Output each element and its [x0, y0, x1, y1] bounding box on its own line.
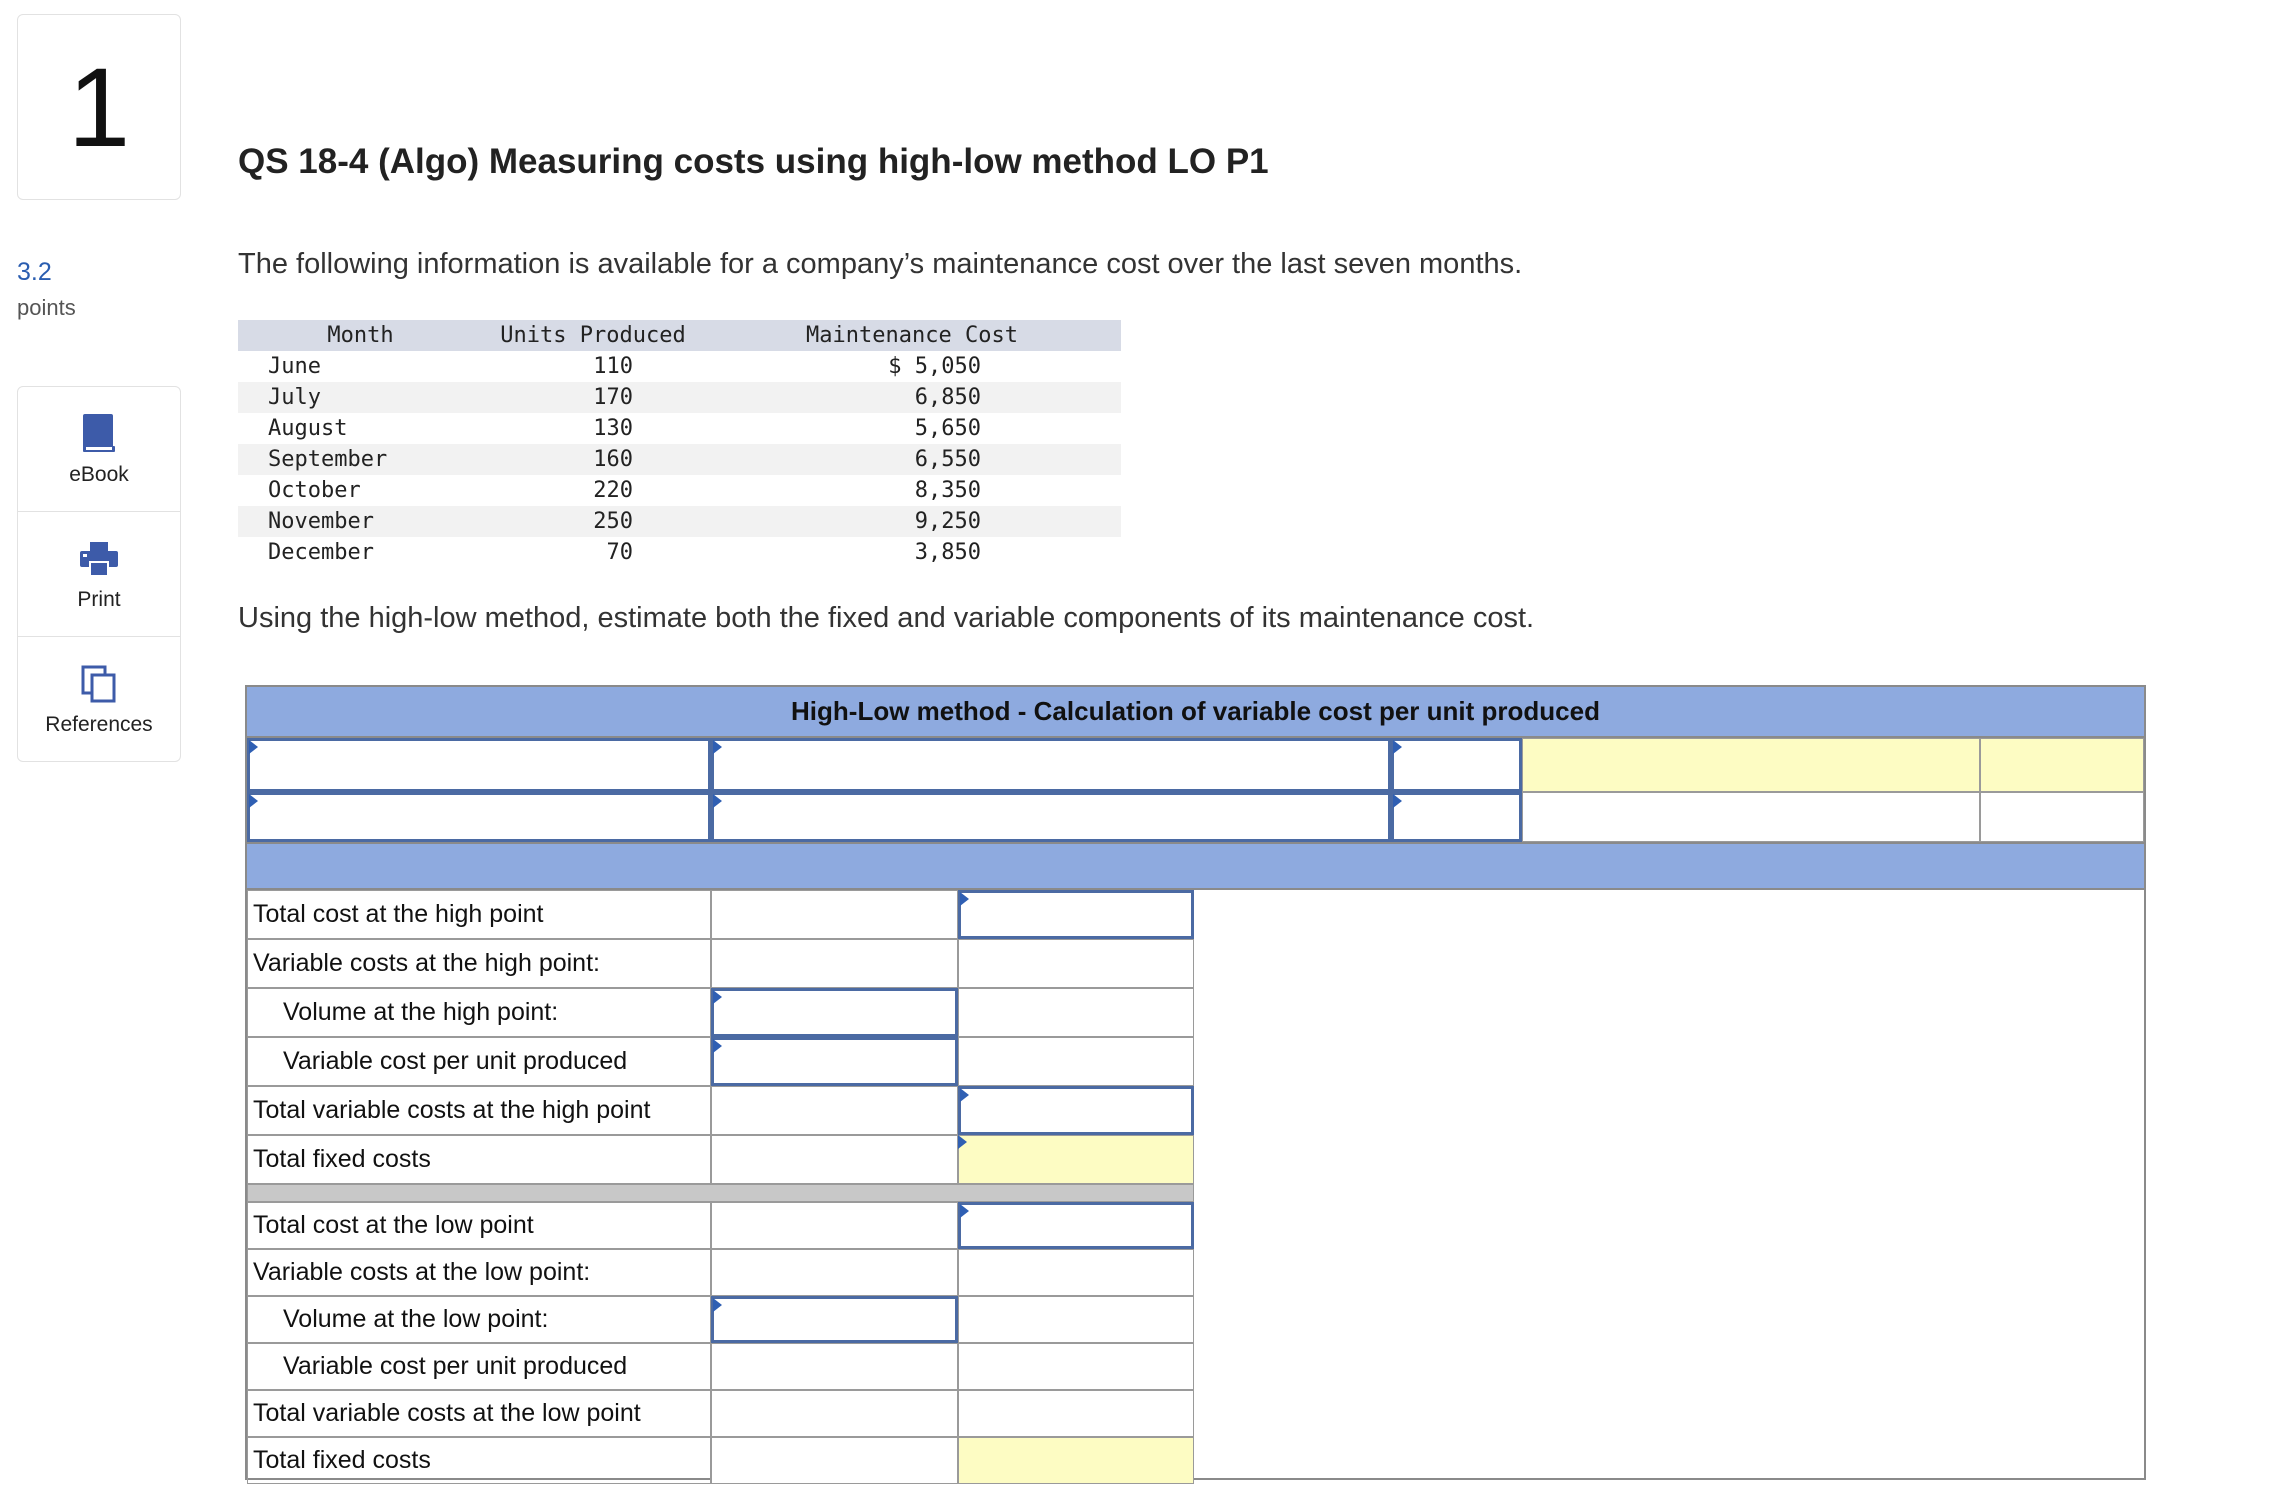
data-table-header	[238, 320, 1121, 351]
units-cell: 250	[483, 506, 703, 537]
table-row	[238, 351, 1121, 382]
worksheet-formula-row	[247, 738, 2144, 792]
answer-input[interactable]	[958, 1086, 1194, 1135]
cost-cell: $ 5,050	[888, 354, 981, 379]
cost-cell: 8,350	[914, 478, 981, 503]
month-cell: August	[268, 416, 348, 441]
ebook-label: eBook	[69, 463, 129, 486]
calc-label: Total fixed costs	[247, 1135, 711, 1184]
calc-label: Variable cost per unit produced	[247, 1037, 711, 1086]
copy-icon	[81, 661, 117, 703]
print-label: Print	[77, 588, 121, 611]
question-number: 1	[17, 14, 181, 200]
calc-row	[247, 1249, 1194, 1296]
print-button[interactable]	[18, 512, 180, 637]
calc-label: Total fixed costs	[247, 1437, 711, 1484]
calc-cell	[711, 1390, 958, 1437]
table-row	[238, 382, 1121, 413]
worksheet-header: High-Low method - Calculation of variable cost per unit produced	[247, 687, 2144, 738]
printer-icon	[79, 536, 119, 578]
answer-input[interactable]	[711, 1037, 958, 1086]
calc-row	[247, 1390, 1194, 1437]
month-cell: June	[268, 354, 321, 379]
formula-input[interactable]	[711, 738, 1391, 792]
worksheet-formula-row	[247, 792, 2144, 842]
calc-row	[247, 1086, 1194, 1135]
calc-label: Volume at the high point:	[247, 988, 711, 1037]
month-cell: November	[238, 506, 483, 537]
formula-input[interactable]	[247, 792, 711, 842]
question-instruction: Using the high-low method, estimate both the fixed and variable components of its maintenance cost.	[238, 602, 1535, 634]
calc-cell	[958, 988, 1194, 1037]
cost-cell: 5,650	[914, 416, 981, 441]
cost-cell: 9,250	[703, 506, 1121, 537]
calc-label: Variable cost per unit produced	[247, 1343, 711, 1390]
result-cell	[958, 1437, 1194, 1484]
calc-label: Total cost at the low point	[247, 1202, 711, 1249]
table-row	[238, 506, 1121, 537]
tools-panel	[17, 386, 181, 762]
calc-label: Total variable costs at the high point	[247, 1086, 711, 1135]
units-cell: 70	[606, 540, 633, 565]
result-cell	[958, 1135, 1194, 1184]
header-units: Units Produced	[483, 320, 703, 351]
calc-cell	[711, 1202, 958, 1249]
result-cell	[1522, 792, 1980, 842]
calc-row	[247, 890, 1194, 939]
high-low-worksheet	[245, 685, 2146, 1480]
calc-cell	[711, 1343, 958, 1390]
cost-cell: 6,550	[703, 444, 1121, 475]
low-point-calculation	[247, 1202, 1194, 1484]
calc-cell	[958, 1037, 1194, 1086]
result-cell	[1980, 738, 2144, 792]
month-cell: July	[238, 382, 483, 413]
calc-label: Variable costs at the low point:	[247, 1249, 711, 1296]
formula-input[interactable]	[1391, 792, 1522, 842]
calc-row	[247, 1343, 1194, 1390]
answer-input[interactable]	[711, 1296, 958, 1343]
ebook-button[interactable]	[18, 387, 180, 512]
cost-cell: 3,850	[914, 540, 981, 565]
calc-cell	[711, 939, 958, 988]
calc-cell	[711, 890, 958, 939]
calc-cell	[958, 1390, 1194, 1437]
month-cell: October	[268, 478, 361, 503]
formula-input[interactable]	[1391, 738, 1522, 792]
question-intro: The following information is available for a company’s maintenance cost over the last seven months.	[238, 248, 1523, 280]
calc-label: Variable costs at the high point:	[247, 939, 711, 988]
section-separator	[247, 1184, 1194, 1202]
header-cost: Maintenance Cost	[703, 320, 1121, 351]
book-icon	[82, 411, 116, 453]
table-row	[238, 537, 1121, 568]
calc-row	[247, 1296, 1194, 1343]
units-cell: 130	[593, 416, 633, 441]
calc-row	[247, 988, 1194, 1037]
calc-cell	[958, 939, 1194, 988]
result-cell	[1522, 738, 1980, 792]
points-block	[17, 258, 76, 321]
high-point-calculation	[247, 890, 1194, 1184]
table-row	[238, 475, 1121, 506]
calc-row	[247, 1135, 1194, 1184]
formula-input[interactable]	[247, 738, 711, 792]
units-cell: 110	[593, 354, 633, 379]
section-band	[247, 842, 2144, 890]
month-cell: December	[268, 540, 374, 565]
units-cell: 220	[593, 478, 633, 503]
units-cell: 160	[483, 444, 703, 475]
cost-cell: 6,850	[703, 382, 1121, 413]
calc-cell	[711, 1135, 958, 1184]
table-row	[238, 444, 1121, 475]
calc-cell	[958, 1343, 1194, 1390]
table-row	[238, 413, 1121, 444]
calc-row	[247, 939, 1194, 988]
calc-label: Total variable costs at the low point	[247, 1390, 711, 1437]
calc-row	[247, 1437, 1194, 1484]
calc-cell	[958, 1249, 1194, 1296]
calc-row	[247, 1202, 1194, 1249]
references-label: References	[45, 713, 153, 736]
units-cell: 170	[483, 382, 703, 413]
calc-row	[247, 1037, 1194, 1086]
references-button[interactable]	[18, 637, 180, 761]
calc-label: Volume at the low point:	[247, 1296, 711, 1343]
answer-input[interactable]	[711, 988, 958, 1037]
answer-input[interactable]	[958, 890, 1194, 939]
result-cell	[1980, 792, 2144, 842]
calc-cell	[711, 1249, 958, 1296]
formula-input[interactable]	[711, 792, 1391, 842]
points-label: points	[17, 295, 76, 320]
data-table	[238, 320, 1121, 568]
calc-cell	[711, 1437, 958, 1484]
calc-cell	[711, 1086, 958, 1135]
question-title: QS 18-4 (Algo) Measuring costs using high-low method LO P1	[238, 142, 1269, 181]
points-value: 3.2	[17, 258, 52, 286]
month-cell: September	[238, 444, 483, 475]
header-month: Month	[238, 320, 483, 351]
calc-cell	[958, 1296, 1194, 1343]
calc-label: Total cost at the high point	[247, 890, 711, 939]
answer-input[interactable]	[958, 1202, 1194, 1249]
